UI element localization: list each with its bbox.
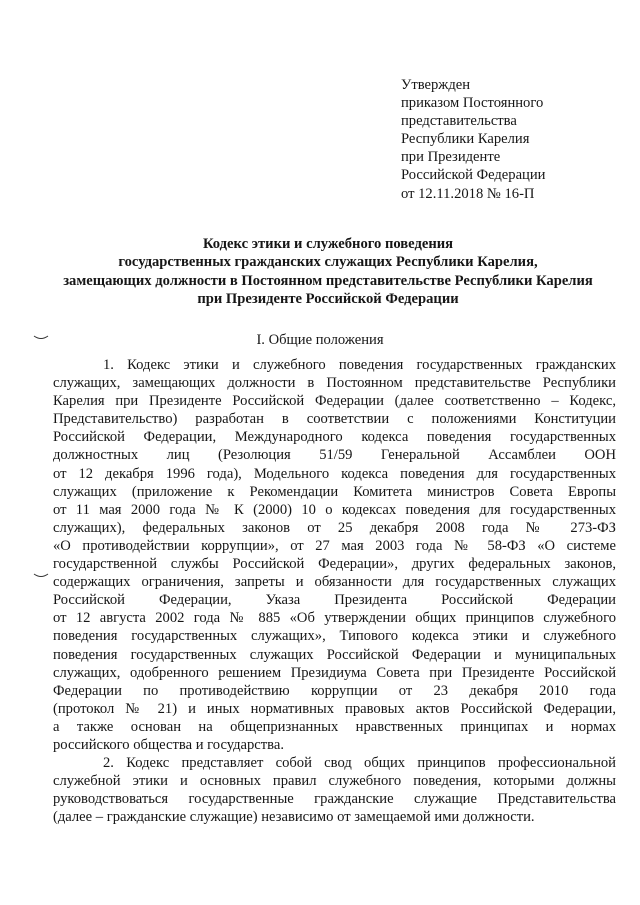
approval-stamp: [401, 76, 611, 203]
text-line: государственной службы Российской Федерации», других федеральных законов,: [53, 556, 616, 573]
text-line: 2. Кодекс представляет собой свод общих принципов профессиональной: [103, 755, 616, 772]
text-line: служащих (приложение к Рекомендации Комитета министров Совета Европы: [53, 483, 616, 500]
approval-line: Российской Федерации: [401, 167, 546, 184]
title-line: государственных гражданских служащих Республики Карелия,: [118, 254, 538, 271]
text-line: содержащих ограничения, запреты и обязанности для государственных служащих: [53, 574, 616, 591]
paragraph-1: [53, 356, 616, 754]
text-line: должностных лиц (Резолюция 51/59 Генеральной Ассамблеи ООН: [53, 447, 616, 464]
document-body: [53, 356, 616, 826]
text-line: (далее – гражданские служащие) независимо от замещаемой ими должности.: [53, 809, 535, 826]
approval-line: Утвержден: [401, 77, 471, 93]
margin-punch-mark: [33, 573, 49, 579]
text-line: служебной этики и основных правил служебного поведения, которыми должны: [53, 773, 616, 790]
title-line: при Президенте Российской Федерации: [197, 291, 459, 308]
text-line: «О противодействии коррупции», от 27 мая 2003 года № 58-ФЗ «О системе: [53, 537, 616, 554]
text-line: (протокол № 21) и иных нормативных правовых актов Российской Федерации,: [53, 700, 616, 717]
approval-line: от 12.11.2018 № 16-П: [401, 185, 535, 202]
text-line: 1. Кодекс этики и служебного поведения государственных гражданских: [103, 357, 616, 373]
text-line: от 11 мая 2000 года № К (2000) 10 о кодексах поведения для государственных: [53, 501, 616, 518]
text-line: служащих), федеральных законов от 25 декабря 2008 года № 273-ФЗ: [53, 519, 616, 536]
title-line: Кодекс этики и служебного поведения: [202, 236, 454, 252]
text-line: от 12 августа 2002 года № 885 «Об утверждении общих принципов служебного: [53, 610, 616, 627]
approval-line: представительства: [401, 113, 517, 130]
title-line: замещающих должности в Постоянном представительстве Республики Карелия: [63, 272, 593, 289]
approval-line: при Президенте: [401, 149, 501, 166]
section-heading: I. Общие положения: [256, 332, 384, 348]
text-line: Федерации по противодействию коррупции от 23 декабря 2010 года: [53, 682, 616, 699]
text-line: от 12 декабря 1996 года), Модельного кодекса поведения для государственных: [53, 465, 616, 482]
text-line: Российской Федерации, Международного кодекса поведения государственных: [53, 429, 616, 446]
text-line: поведения государственных служащих Российской Федерации и муниципальных: [53, 646, 616, 663]
text-line: Представительство) разработан в соответствии с положениями Конституции: [53, 411, 616, 428]
text-line: служащих, одобренного решением Президиума Совета при Президенте Российской: [53, 664, 616, 681]
text-line: российского общества и государства.: [53, 736, 284, 753]
paragraph-2: [53, 754, 616, 826]
approval-line: Республики Карелия: [401, 131, 530, 148]
text-line: Карелия при Президенте Российской Федерации (далее соответственно – Кодекс,: [53, 393, 616, 410]
text-line: поведения государственных служащих», Типового кодекса этики и служебного: [53, 628, 616, 645]
text-line: Российской Федерации, Указа Президента Российской Федерации: [53, 592, 616, 609]
document-title: [40, 235, 616, 309]
text-line: служащих, замещающих должности в Постоянном представительстве Республики: [53, 375, 616, 392]
text-line: руководствоваться государственные гражданские служащие Представительства: [53, 791, 616, 808]
text-line: а также основан на общепризнанных нравственных принципах и нормах: [53, 718, 616, 735]
approval-line: приказом Постоянного: [401, 95, 544, 112]
